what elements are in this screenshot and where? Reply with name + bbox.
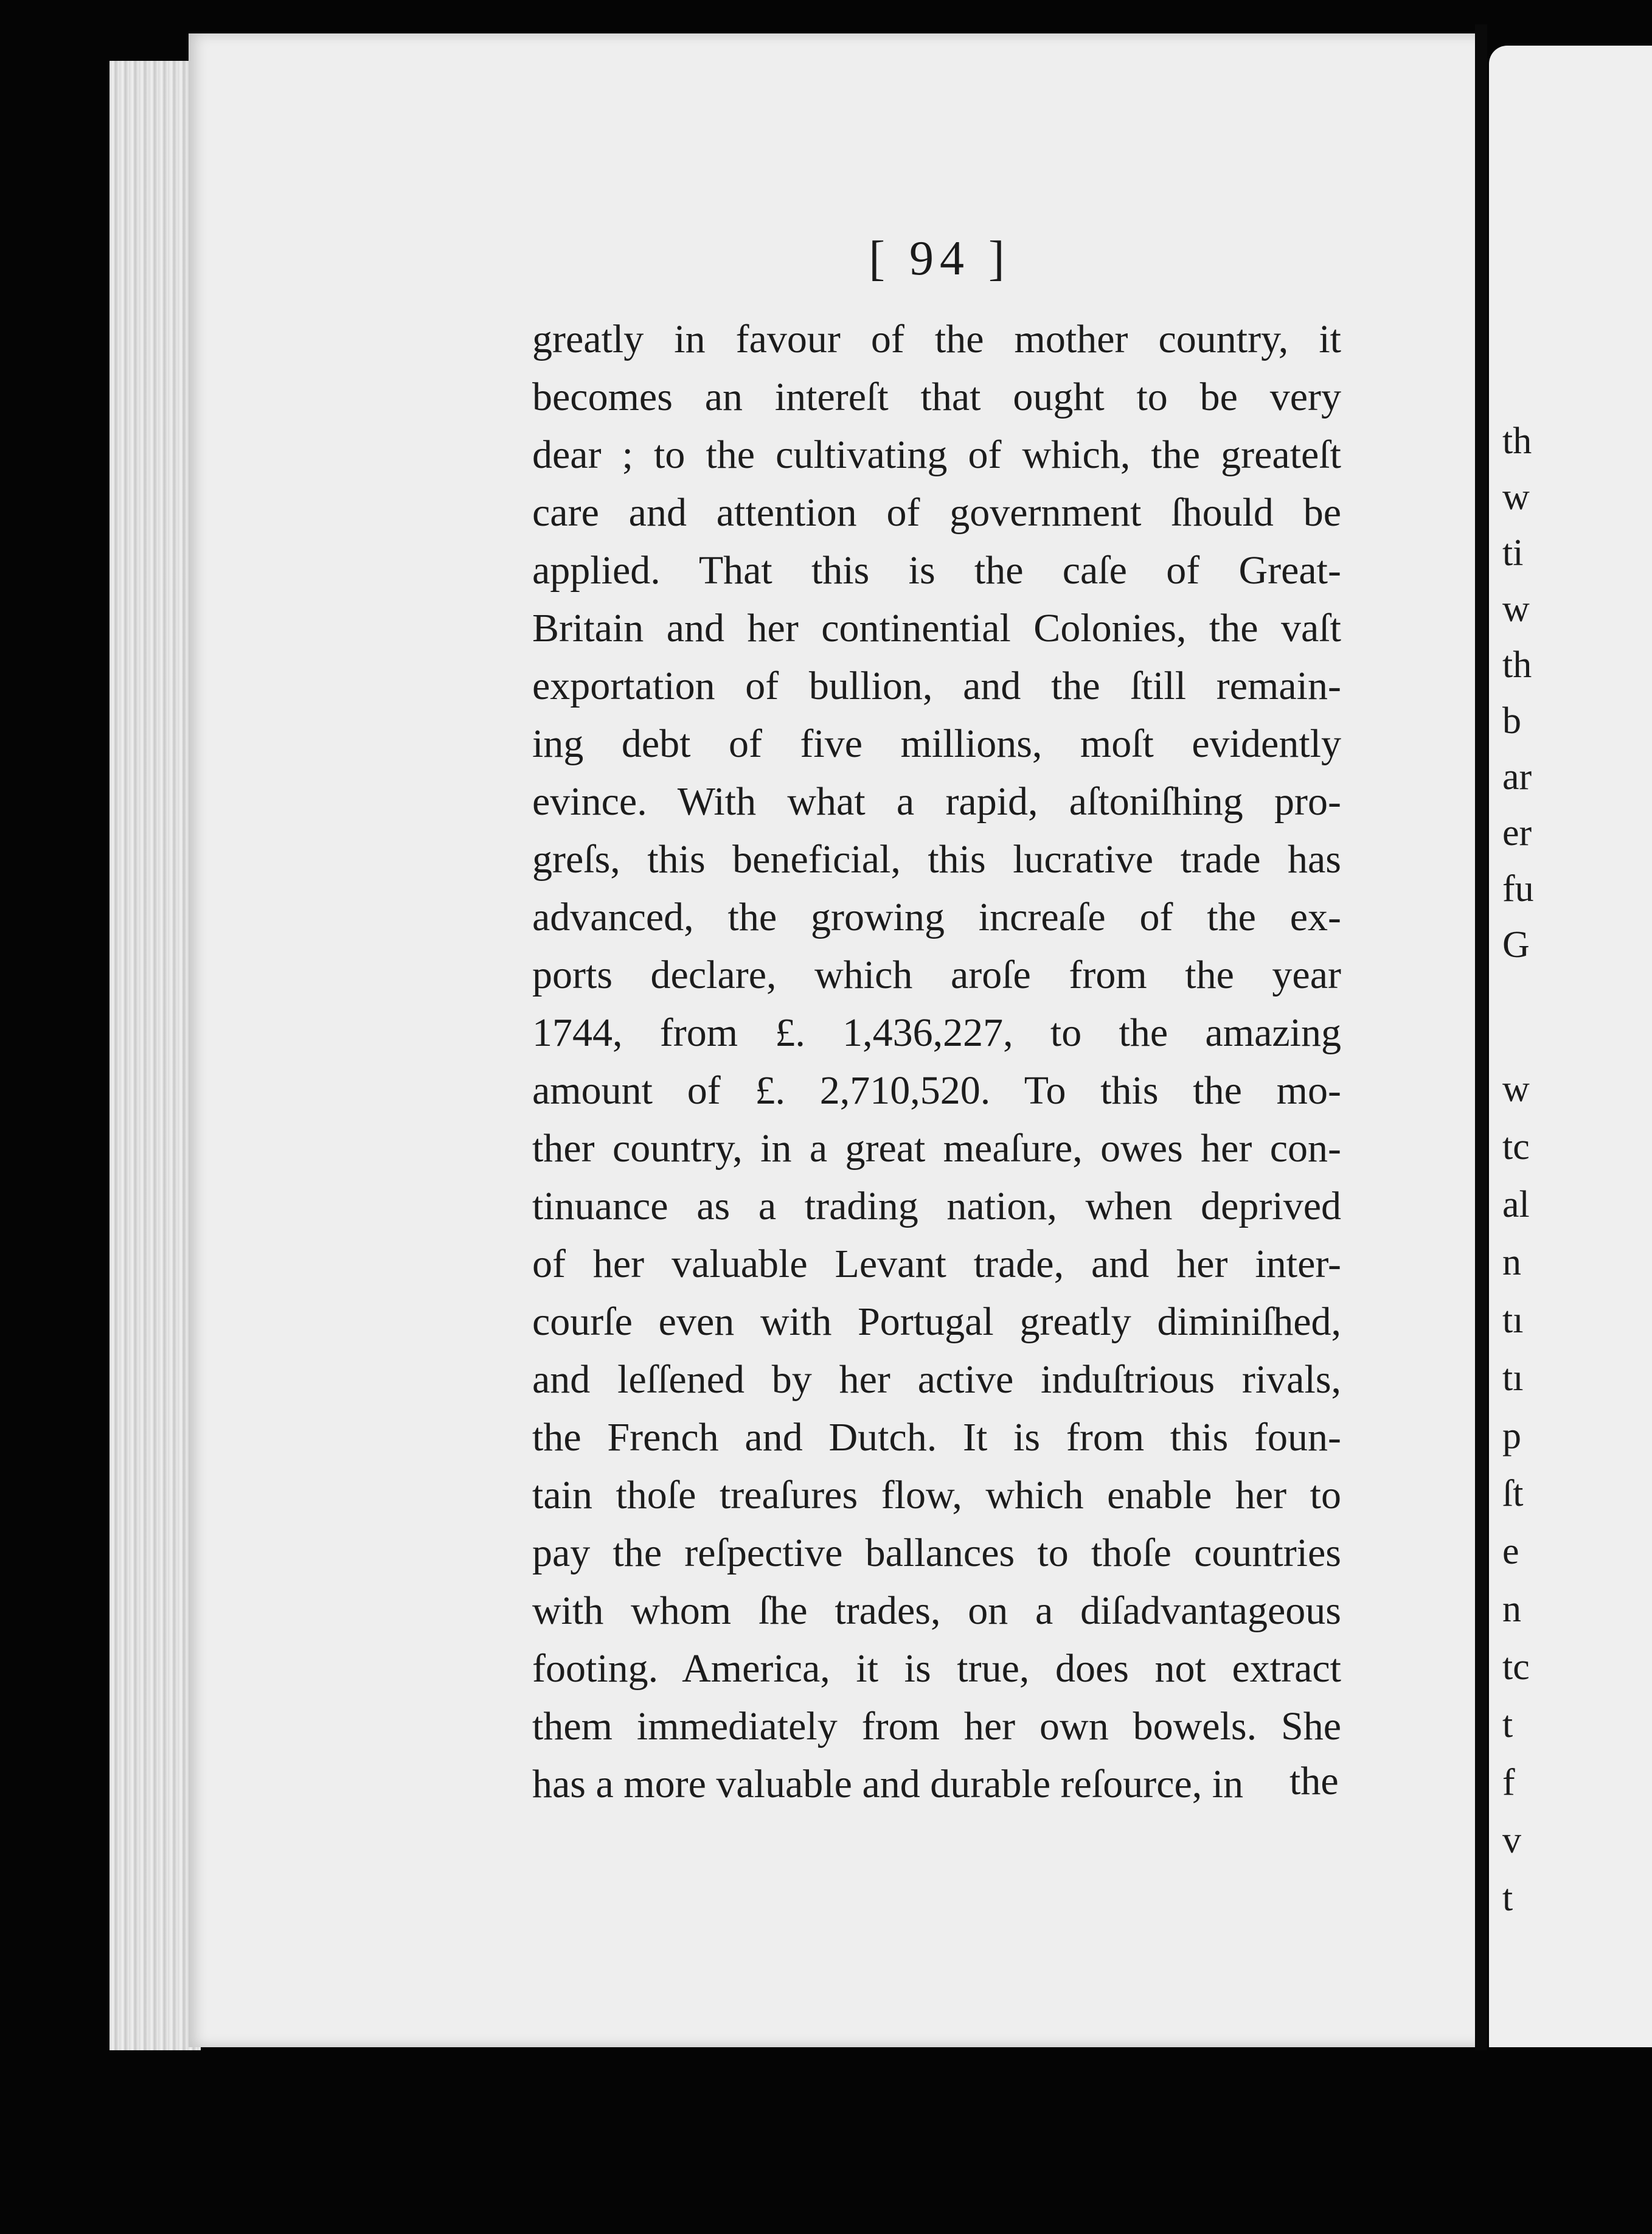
facing-page-fragment: n: [1502, 1589, 1521, 1630]
text-line: care and attention of government ſhould be: [532, 490, 1341, 535]
text-line: ther country, in a great meaſure, owes her con-: [532, 1126, 1341, 1171]
facing-page-fragment: f: [1502, 1762, 1515, 1803]
text-line: greatly in favour of the mother country, it: [532, 317, 1341, 361]
text-line: advanced, the growing increaſe of the ex-: [532, 895, 1341, 939]
facing-page-fragment: p: [1502, 1415, 1521, 1456]
text-line: becomes an intereſt that ought to be very: [532, 375, 1341, 419]
facing-page-fragment: e: [1502, 1531, 1519, 1572]
facing-page-fragment: ar: [1502, 756, 1532, 798]
text-line: footing. America, it is true, does not extract: [532, 1646, 1341, 1691]
text-line: greſs, this beneficial, this lucrative trade has: [532, 837, 1341, 882]
page-number-header: [ 94 ]: [869, 232, 1011, 285]
text-line: evince. With what a rapid, aſtoniſhing pro-: [532, 779, 1341, 824]
facing-page-fragment: tc: [1502, 1126, 1530, 1167]
text-line: applied. That this is the caſe of Great-: [532, 548, 1341, 593]
text-line: has a more valuable and durable reſource, in: [532, 1762, 1244, 1806]
book-page-edges: [109, 61, 201, 2050]
text-line: with whom ſhe trades, on a diſadvantageous: [532, 1589, 1341, 1633]
facing-page-fragment: th: [1502, 644, 1532, 686]
text-line: of her valuable Levant trade, and her inter-: [532, 1242, 1341, 1286]
text-line: courſe even with Portugal greatly diminiſhed,: [532, 1300, 1341, 1344]
facing-page-fragment: er: [1502, 812, 1532, 854]
text-line: 1744, from £. 1,436,227, to the amazing: [532, 1011, 1341, 1055]
text-line: ports declare, which aroſe from the year: [532, 953, 1341, 997]
text-line: Britain and her continential Colonies, the vaſt: [532, 606, 1341, 650]
text-line: dear ; to the cultivating of which, the greateſt: [532, 433, 1341, 477]
facing-page-fragment: tı: [1502, 1300, 1524, 1341]
facing-page-fragment: tc: [1502, 1646, 1530, 1688]
facing-page-fragment: v: [1502, 1820, 1521, 1861]
text-line: pay the reſpective ballances to thoſe countries: [532, 1531, 1341, 1575]
facing-page-fragment: al: [1502, 1184, 1530, 1225]
facing-page-fragment: b: [1502, 700, 1521, 742]
facing-page-fragment: n: [1502, 1242, 1521, 1283]
facing-page-fragment: w: [1502, 588, 1530, 630]
facing-page-fragment: th: [1502, 420, 1532, 462]
facing-page-fragment: t: [1502, 1877, 1513, 1919]
text-line: tinuance as a trading nation, when deprived: [532, 1184, 1341, 1228]
text-line: ing debt of five millions, moſt evidently: [532, 722, 1341, 766]
text-line: amount of £. 2,710,520. To this the mo-: [532, 1068, 1341, 1113]
text-line: and leſſened by her active induſtrious rivals,: [532, 1357, 1341, 1402]
facing-page-fragment: ſt: [1502, 1473, 1524, 1514]
book-gutter: [1475, 24, 1487, 2050]
catchword: the: [1289, 1759, 1339, 1803]
facing-page-fragment: G: [1502, 924, 1530, 966]
text-line: tain thoſe treaſures flow, which enable her to: [532, 1473, 1341, 1517]
text-line: exportation of bullion, and the ſtill remain-: [532, 664, 1341, 708]
facing-page-fragment: fu: [1502, 868, 1534, 910]
facing-page-fragment: w: [1502, 1068, 1530, 1110]
text-line: the French and Dutch. It is from this foun-: [532, 1415, 1341, 1460]
body-text: [532, 310, 1341, 1813]
facing-page-fragment: tı: [1502, 1357, 1524, 1399]
facing-page: [1489, 46, 1652, 2047]
facing-page-fragment: w: [1502, 476, 1530, 518]
facing-page-fragment: t: [1502, 1704, 1513, 1745]
text-line: them immediately from her own bowels. She: [532, 1704, 1341, 1749]
facing-page-fragment: ti: [1502, 532, 1524, 574]
